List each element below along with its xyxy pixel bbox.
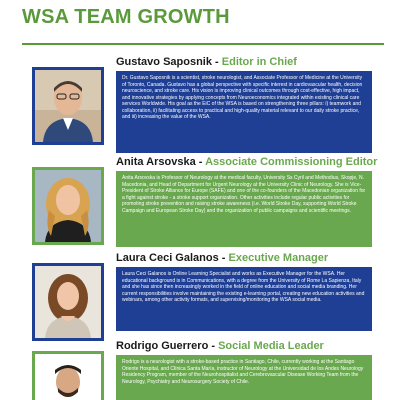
member-bio: Anita Arsovska is Professor of Neurology at the medical faculty, University Ss Cyril and Methodius, Skopje, N. Macedonia, and Head of Department for Urgent Neurology at the University Clinic of Neurology. She is Vice-President of Stroke Alliance for Europe (SAFE) and one of the co-founders of the Macedonian organization for a fight against stroke - a stroke support organization. Other activities include regular public activities for promoting stroke prevention and raising stroke awareness (i.e. World Stroke Day, supporting World Stroke Campaign and European Stroke Day) and the organization of public campaigns and scientific meetings. <box>116 171 372 247</box>
heading-separator: - <box>211 56 222 68</box>
member-heading <box>116 252 328 265</box>
title-divider <box>22 43 384 45</box>
member-role: Associate Commissioning Editor <box>205 156 378 168</box>
heading-separator: - <box>218 252 229 264</box>
member-heading <box>116 340 324 353</box>
member-role: Executive Manager <box>228 252 329 264</box>
member-role: Social Media Leader <box>218 340 324 352</box>
member-name: Gustavo Saposnik <box>116 56 212 68</box>
member-photo <box>32 67 104 145</box>
member-name: Anita Arsovska <box>116 156 196 168</box>
member-photo <box>32 351 104 400</box>
heading-separator: - <box>208 340 219 352</box>
member-bio: Laura Ceci Galanos is Online Learning Specialist and works as Executive Manager for the WSA. Her educational background is in Communications, with a degree from the University of Rome La Sapienza, Italy and she has since then increasingly worked in the field of online education and social media branding. Her current responsibilities involve maintaining the existing e-learning portal, creating new education activities and webinars, among other activity formats, and supervising/monitoring the WSA social media. <box>116 267 372 331</box>
member-name: Rodrigo Guerrero <box>116 340 209 352</box>
member-name: Laura Ceci Galanos <box>116 252 219 264</box>
member-bio: Rodrigo is a neurologist with a stroke-based practice in Santiago, Chile, currently working at the Santiago Oriente Hospital, and Clínica Santa María, instructor of Neurology at the Universidad de los Andes Neurology Residency Program, member of the Neurohospitalist and Cerebrovascular Disease Working Team from the Neurology, Psychiatry and Neurosurgery Society of Chile. <box>116 355 372 400</box>
heading-separator: - <box>195 156 206 168</box>
member-heading <box>116 156 377 169</box>
page-title: WSA TEAM GROWTH <box>22 6 230 28</box>
member-bio: Dr. Gustavo Saposnik is a scientist, stroke neurologist, and Associate Professor of Medicine at the University of Toronto, Canada. Gustavo has a global perspective with specific interest in cardiovascular health, decision neuroscience, and stroke care. His vision is improving clinical outcomes through cost-effective, high impact, and innovative strategies by applying concepts from Neuroeconomics integrated within existing clinical care services Worldwide. His goal as the EiC of the WSA is based on strengthening three pillars: i) teamwork and collaboration, ii) facilitating access to practical and high-quality material relevant to our daily stroke practice, and iii) increasing the value of the WSA. <box>116 71 372 153</box>
member-heading <box>116 56 297 69</box>
member-photo <box>32 167 104 245</box>
member-photo <box>32 263 104 341</box>
member-role: Editor in Chief <box>221 56 297 68</box>
